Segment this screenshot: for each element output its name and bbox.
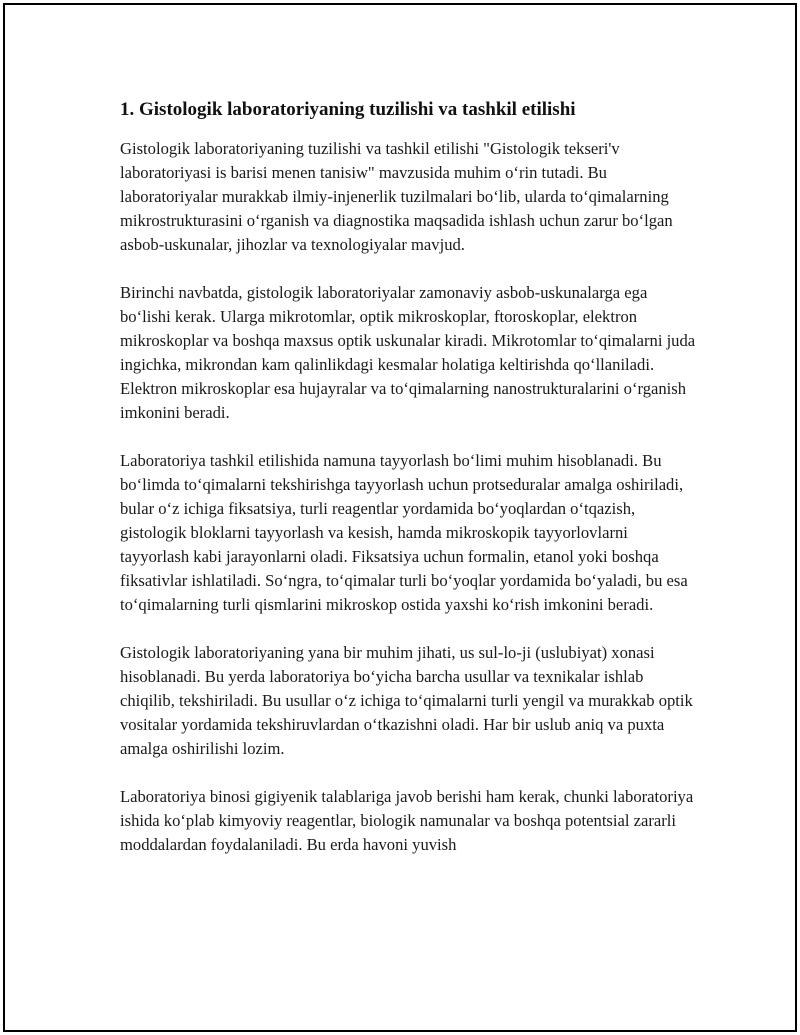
- paragraph-1: Gistologik laboratoriyaning tuzilishi va tashkil etilishi "Gistologik tekseri'v laboratoriyasi is barisi menen tanisiw" mavzusida muhim o‘rin tutadi. Bu laboratoriyalar murakkab ilmiy-injenerlik tuzilmalari bo‘lib, ularda to‘qimalarning mikrostrukturasini o‘rganish va diagnostika maqsadida ishlash uchun zarur bo‘lgan asbob-uskunalar, jihozlar va texnologiyalar mavjud.: [120, 139, 673, 254]
- paragraph-5: Laboratoriya binosi gigiyenik talablariga javob berishi ham kerak, chunki laboratoriya ishida ko‘plab kimyoviy reagentlar, biologik namunalar va boshqa potentsial zararli moddalardan foydalaniladi. Bu erda havoni yuvish: [120, 787, 694, 854]
- paragraph-4: Gistologik laboratoriyaning yana bir muhim jihati, us sul-lo-ji (uslubiyat) xonasi hisoblanadi. Bu yerda laboratoriya bo‘yicha barcha usullar va texnikalar ishlab chiqilib, tekshiriladi. Bu usullar o‘z ichiga to‘qimalarni turli yengil va murakkab optik vositalar yordamida tekshiruvlardan o‘tkazishni oladi. Har bir uslub aniq va puxta amalga oshirilishi lozim.: [120, 643, 693, 758]
- document-body: [120, 97, 700, 857]
- section-heading: 1. Gistologik laboratoriyaning tuzilishi va tashkil etilishi: [120, 99, 576, 120]
- paragraph-3: Laboratoriya tashkil etilishida namuna tayyorlash bo‘limi muhim hisoblanadi. Bu bo‘limda to‘qimalarni tekshirishga tayyorlash uchun protseduralar amalga oshiriladi, bular o‘z ichiga fiksatsiya, turli reagentlar yordamida bo‘yoqlardan o‘tqazish, gistologik bloklarni tayyorlash va kesish, hamda mikroskopik tayyorlovlarni tayyorlash kabi jarayonlarni oladi. Fiksatsiya uchun formalin, etanol yoki boshqa fiksativlar ishlatiladi. So‘ngra, to‘qimalar turli bo‘yoqlar yordamida bo‘yaladi, bu esa to‘qimalarning turli qismlarini mikroskop ostida yaxshi ko‘rish imkonini beradi.: [120, 451, 688, 614]
- document-page: [3, 3, 797, 1032]
- paragraph-2: Birinchi navbatda, gistologik laboratoriyalar zamonaviy asbob-uskunalarga ega bo‘lishi kerak. Ularga mikrotomlar, optik mikroskoplar, ftoroskoplar, elektron mikroskoplar va boshqa maxsus optik uskunalar kiradi. Mikrotomlar to‘qimalarni juda ingichka, mikrondan kam qalinlikdagi kesmalar holatiga keltirishda qo‘llaniladi. Elektron mikroskoplar esa hujayralar va to‘qimalarning nanostrukturalarini o‘rganish imkonini beradi.: [120, 283, 696, 422]
